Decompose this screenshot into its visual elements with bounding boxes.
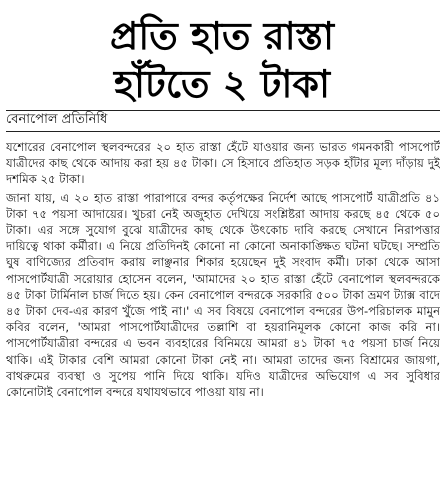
paragraph-1: যশোরের বেনাপোল স্থলবন্দরের ২০ হাত রাস্তা হেঁটে যাওয়ার জন্য ভারত গমনকারী পাসপোর্ট যাত্রীদের কাছ থেকে আদায় করা হয় ৪৫ টাকা। সে হিসাবে প্রতিহাত সড়ক হাঁটার মূল্য দাঁড়ায় দুই দশমিক ২৫ টাকা। xyxy=(6,140,440,187)
paragraph-2: জানা যায়, এ ২০ হাত রাস্তা পারাপারে বন্দর কর্তৃপক্ষের নির্দেশ আছে পাসপোর্ট যাত্রীপ্রতি ৪১ টাকা ৭৫ পয়সা আদায়ের। খুচরা নেই অজুহাত দেখিয়ে সংশ্লিষ্টরা আদায় করছে ৪৫ থেকে ৫০ টাকা। এর সঙ্গে সুযোগ বুঝে যাত্রীদের কাছ থেকে উৎকোচ দাবি করছে সেখানে নিরাপত্তার দায়িত্বে থাকা কর্মীরা। এ নিয়ে প্রতিদিনই কোনো না কোনো অনাকাঙ্ক্ষিত ঘটনা ঘটছে। সম্প্রতি ঘুষ বাণিজ্যের প্রতিবাদ করায় লাঞ্ছনার শিকার হয়েছেন দুই সংবাদ কর্মী। ঢাকা থেকে আসা পাসপোর্টযাত্রী সরোয়ার হোসেন বলেন, 'আমাদের ২০ হাত রাস্তা হেঁটে বেনাপোল স্থলবন্দরকে ৪৫ টাকা টার্মিনাল চার্জ দিতে হয়। কেন বেনাপোল বন্দরকে সরকারি ৫০০ টাকা ভ্রমণ ট্যাক্স বাদে ৪৫ টাকা দেব-এর কারণ খুঁজে পাই না।' এ সব বিষয়ে বেনাপোল বন্দরের উপ-পরিচালক মামুন কবির বলেন, 'আমরা পাসপোর্টযাত্রীদের তল্লাশি বা হয়রানিমূলক কোনো কাজ করি না। পাসপোর্টযাত্রীরা বন্দরের এ ভবন ব্যবহারের বিনিময়ে আমরা ৪১ টাকা ৭৫ পয়সা চার্জ নিয়ে থাকি। এই টাকার বেশি আমরা কোনো টাকা নেই না। আমরা তাদের জন্য বিশ্রামের জায়গা, বাথরুমের ব্যবস্থা ও সুপেয় পানি দিয়ে থাকি। যদিও যাত্রীদের অভিযোগ এ সব সুবিধার কোনোটাই বেনাপোল বন্দরে যথাযথভাবে পাওয়া যায় না। xyxy=(6,190,440,400)
headline xyxy=(0,12,444,108)
byline-top-rule xyxy=(6,110,440,111)
headline-line-1: প্রতি হাত রাস্তা xyxy=(110,13,334,58)
byline: বেনাপোল প্রতিনিধি xyxy=(6,112,108,127)
previous-column-strip xyxy=(0,0,444,10)
headline-line-2: হাঁটতে ২ টাকা xyxy=(114,61,330,106)
article-body xyxy=(6,139,440,484)
byline-bottom-rule xyxy=(6,131,440,132)
